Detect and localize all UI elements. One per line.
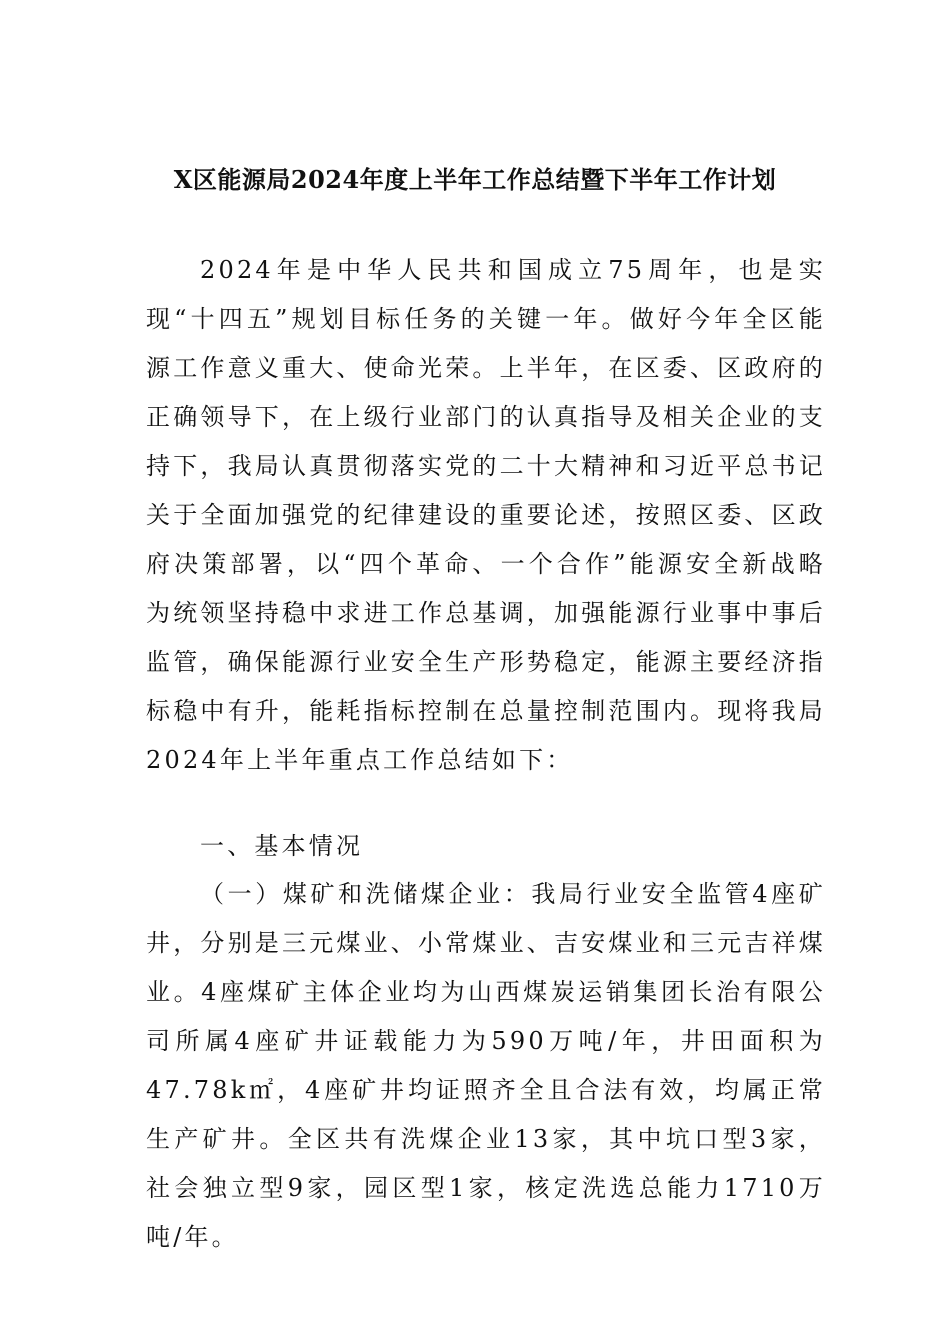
section-heading: 一、基本情况 — [200, 832, 364, 860]
intro-paragraph: 2024年是中华人民共和国成立75周年，也是实现“十四五”规划目标任务的关键一年。做好今年全区能源工作意义重大、使命光荣。上半年，在区委、区政府的正确领导下，在上级行业部门的认真指导及相关企业的支持下，我局认真贯彻落实党的二十大精神和习近平总书记关于全面加强党的纪律建设的重要论述，按照区委、区政府决策部署，以“四个革命、一个合作”能源安全新战略为统领坚持稳中求进工作总基调，加强能源行业事中事后监管，确保能源行业安全生产形势稳定，能源主要经济指标稳中有升，能耗指标控制在总量控制范围内。现将我局2024年上半年重点工作总结如下： — [146, 256, 826, 774]
coal-enterprise-paragraph: （一）煤矿和洗储煤企业：我局行业安全监管4座矿井，分别是三元煤业、小常煤业、吉安煤业和三元吉祥煤业。4座煤矿主体企业均为山西煤炭运销集团长治有限公司所属4座矿井证载能力为590万吨/年，井田面积为47.78k㎡，4座矿井均证照齐全且合法有效，均属正常生产矿井。全区共有洗煤企业13家，其中坑口型3家，社会独立型9家，园区型1家，核定洗选总能力1710万吨/年。 — [146, 880, 826, 1251]
document-title: X区能源局2024年度上半年工作总结暨下半年工作计划 — [173, 165, 777, 194]
